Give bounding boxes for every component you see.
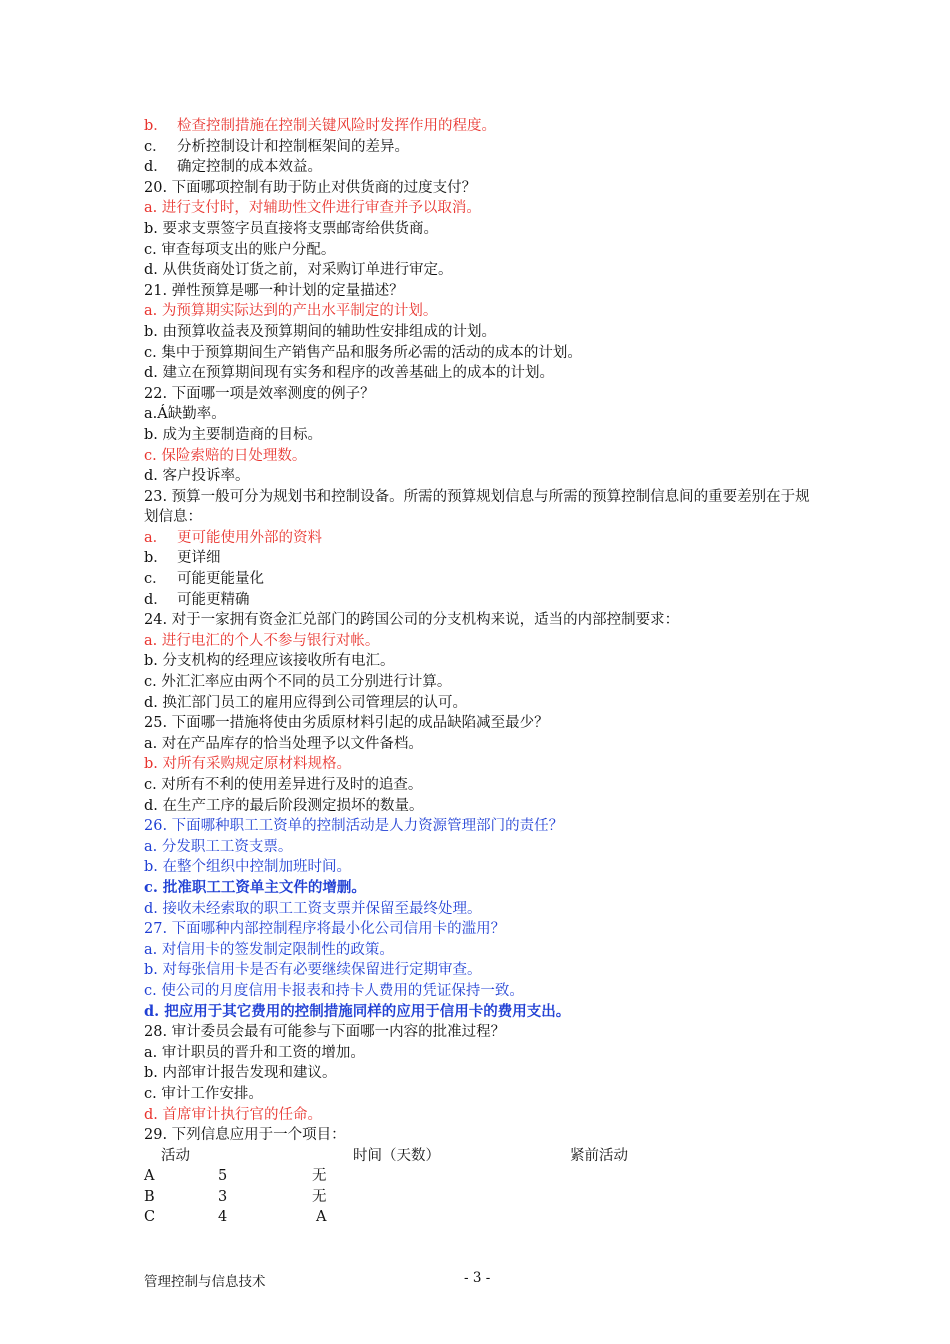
text-line (144, 1105, 824, 1126)
text-line (144, 754, 824, 775)
line-text: 更详细 (177, 550, 221, 567)
activity-table (144, 1146, 824, 1228)
line-text: a. 对信用卡的签发制定限制性的政策。 (144, 941, 394, 958)
line-text: 21. 弹性预算是哪一种计划的定量描述？ (144, 282, 404, 299)
text-line (144, 343, 824, 364)
text-line (144, 548, 824, 569)
cell-duration: 3 (218, 1188, 228, 1205)
text-line (144, 198, 824, 219)
text-line (144, 466, 824, 487)
text-line (144, 363, 824, 384)
cell-predecessor: 无 (312, 1168, 327, 1185)
line-text: b. 分支机构的经理应该接收所有电汇。 (144, 653, 395, 670)
line-text: d. 换汇部门员工的雇用应得到公司管理层的认可。 (144, 694, 467, 711)
cell-duration: 4 (218, 1209, 228, 1226)
table-row (144, 1187, 824, 1208)
line-text: b. 在整个组织中控制加班时间。 (144, 859, 351, 876)
line-text: c. 审查每项支出的账户分配。 (144, 241, 336, 258)
text-line (144, 446, 824, 467)
text-line (144, 610, 824, 631)
text-line (144, 157, 824, 178)
line-text: a.Á缺勤率。 (144, 406, 226, 423)
option-marker: b． (144, 118, 168, 134)
text-line (144, 940, 824, 961)
line-text: b. 要求支票签字员直接将支票邮寄给供货商。 (144, 220, 438, 237)
text-line (144, 116, 824, 137)
text-line (144, 219, 824, 240)
text-line (144, 981, 824, 1002)
line-text: a. 为预算期实际达到的产出水平制定的计划。 (144, 303, 438, 320)
table-row (144, 1207, 824, 1228)
page-footer (144, 1270, 824, 1290)
text-line (144, 425, 824, 446)
text-line (144, 569, 824, 590)
text-line (144, 693, 824, 714)
text-line (144, 1043, 824, 1064)
line-text: 更可能使用外部的资料 (177, 529, 322, 546)
line-text: a. 进行支付时，对辅助性文件进行审查并予以取消。 (144, 200, 481, 217)
text-line (144, 1022, 824, 1043)
header-activity: 活动 (161, 1147, 190, 1164)
line-text: 23. 预算一般可分为规划书和控制设备。所需的预算规划信息与所需的预算控制信息间的重要差别在于规划信息： (144, 488, 810, 526)
cell-predecessor: 无 (312, 1188, 327, 1205)
page-number: - 3 - (464, 1270, 491, 1286)
line-text: d. 从供货商处订货之前，对采购订单进行审定。 (144, 262, 453, 279)
line-text: b. 对每张信用卡是否有必要继续保留进行定期审查。 (144, 962, 482, 979)
text-line (144, 178, 824, 199)
line-text: c. 批准职工工资单主文件的增删。 (144, 878, 366, 896)
option-marker: c． (144, 571, 167, 588)
line-text: c. 外汇汇率应由两个不同的员工分别进行计算。 (144, 674, 452, 691)
text-line (144, 384, 824, 405)
line-text: d. 建立在预算期间现有实务和程序的改善基础上的成本的计划。 (144, 365, 554, 382)
line-text: d. 首席审计执行官的任命。 (144, 1106, 322, 1123)
line-text: a. 对在产品库存的恰当处理予以文件备档。 (144, 735, 423, 752)
line-text: 28. 审计委员会最有可能参与下面哪一内容的批准过程？ (144, 1024, 506, 1041)
cell-activity: B (144, 1188, 155, 1205)
text-line (144, 899, 824, 920)
option-marker: a． (144, 529, 168, 546)
text-line (144, 837, 824, 858)
text-line (144, 1063, 824, 1084)
question-lines (144, 116, 824, 1146)
line-text: d. 在生产工序的最后阶段测定损坏的数量。 (144, 797, 424, 814)
line-text: 26. 下面哪种职工工资单的控制活动是人力资源管理部门的责任？ (144, 818, 564, 835)
table-row (144, 1166, 824, 1187)
line-text: 确定控制的成本效益。 (177, 159, 322, 176)
cell-activity: C (144, 1209, 156, 1226)
header-duration: 时间（天数） (353, 1147, 440, 1164)
line-text: b. 内部审计报告发现和建议。 (144, 1065, 337, 1082)
line-text: b. 对所有采购规定原材料规格。 (144, 756, 351, 773)
option-marker: d． (144, 591, 168, 608)
line-text: c. 审计工作安排。 (144, 1085, 263, 1102)
line-text: 29. 下列信息应用于一个项目： (144, 1127, 346, 1144)
line-text: b. 成为主要制造商的目标。 (144, 426, 322, 443)
text-line (144, 734, 824, 755)
line-text: 可能更精确 (177, 591, 250, 608)
line-text: c. 对所有不利的使用差异进行及时的追查。 (144, 777, 423, 793)
cell-predecessor: A (316, 1209, 327, 1226)
text-line (144, 878, 824, 899)
text-line (144, 775, 824, 796)
option-marker: d． (144, 159, 168, 176)
line-text: a. 审计职员的晋升和工资的增加。 (144, 1044, 365, 1061)
text-line (144, 1125, 824, 1146)
text-line (144, 713, 824, 734)
line-text: a. 进行电汇的个人不参与银行对帐。 (144, 632, 380, 649)
line-text: 24. 对于一家拥有资金汇兑部门的跨国公司的分支机构来说，适当的内部控制要求： (144, 612, 680, 629)
text-line (144, 137, 824, 158)
line-text: c. 集中于预算期间生产销售产品和服务所必需的活动的成本的计划。 (144, 344, 582, 361)
header-predecessor: 紧前活动 (570, 1147, 628, 1164)
line-text: a. 分发职工工资支票。 (144, 838, 293, 855)
text-line (144, 651, 824, 672)
text-line (144, 260, 824, 281)
line-text: 可能更能量化 (177, 571, 264, 588)
line-text: 20. 下面哪项控制有助于防止对供货商的过度支付？ (144, 179, 477, 196)
text-line (144, 960, 824, 981)
text-line (144, 404, 824, 425)
text-line (144, 796, 824, 817)
text-line (144, 487, 824, 528)
text-line (144, 528, 824, 549)
line-text: c. 使公司的月度信用卡报表和持卡人费用的凭证保持一致。 (144, 982, 524, 999)
option-marker: b． (144, 550, 168, 567)
text-line (144, 631, 824, 652)
line-text: 分析控制设计和控制框架间的差异。 (177, 138, 409, 155)
text-line (144, 816, 824, 837)
line-text: 检查控制措施在控制关键风险时发挥作用的程度。 (177, 118, 496, 134)
text-line (144, 1002, 824, 1023)
footer-title: 管理控制与信息技术 (144, 1274, 266, 1290)
cell-duration: 5 (218, 1168, 228, 1185)
text-line (144, 1084, 824, 1105)
option-marker: c． (144, 138, 167, 155)
text-line (144, 240, 824, 261)
document-body (144, 116, 824, 1228)
line-text: 22. 下面哪一项是效率测度的例子？ (144, 385, 375, 402)
text-line (144, 672, 824, 693)
cell-activity: A (144, 1168, 155, 1185)
table-header-row (144, 1146, 824, 1167)
line-text: 25. 下面哪一措施将使由劣质原材料引起的成品缺陷减至最少？ (144, 715, 549, 732)
text-line (144, 590, 824, 611)
line-text: d. 把应用于其它费用的控制措施同样的应用于信用卡的费用支出。 (144, 1002, 571, 1020)
text-line (144, 281, 824, 302)
text-line (144, 301, 824, 322)
line-text: d. 客户投诉率。 (144, 468, 250, 485)
line-text: 27. 下面哪种内部控制程序将最小化公司信用卡的滥用？ (144, 921, 506, 938)
line-text: c. 保险索赔的日处理数。 (144, 447, 307, 464)
text-line (144, 919, 824, 940)
line-text: b. 由预算收益表及预算期间的辅助性安排组成的计划。 (144, 323, 496, 340)
line-text: d. 接收未经索取的职工工资支票并保留至最终处理。 (144, 900, 482, 917)
text-line (144, 322, 824, 343)
text-line (144, 857, 824, 878)
